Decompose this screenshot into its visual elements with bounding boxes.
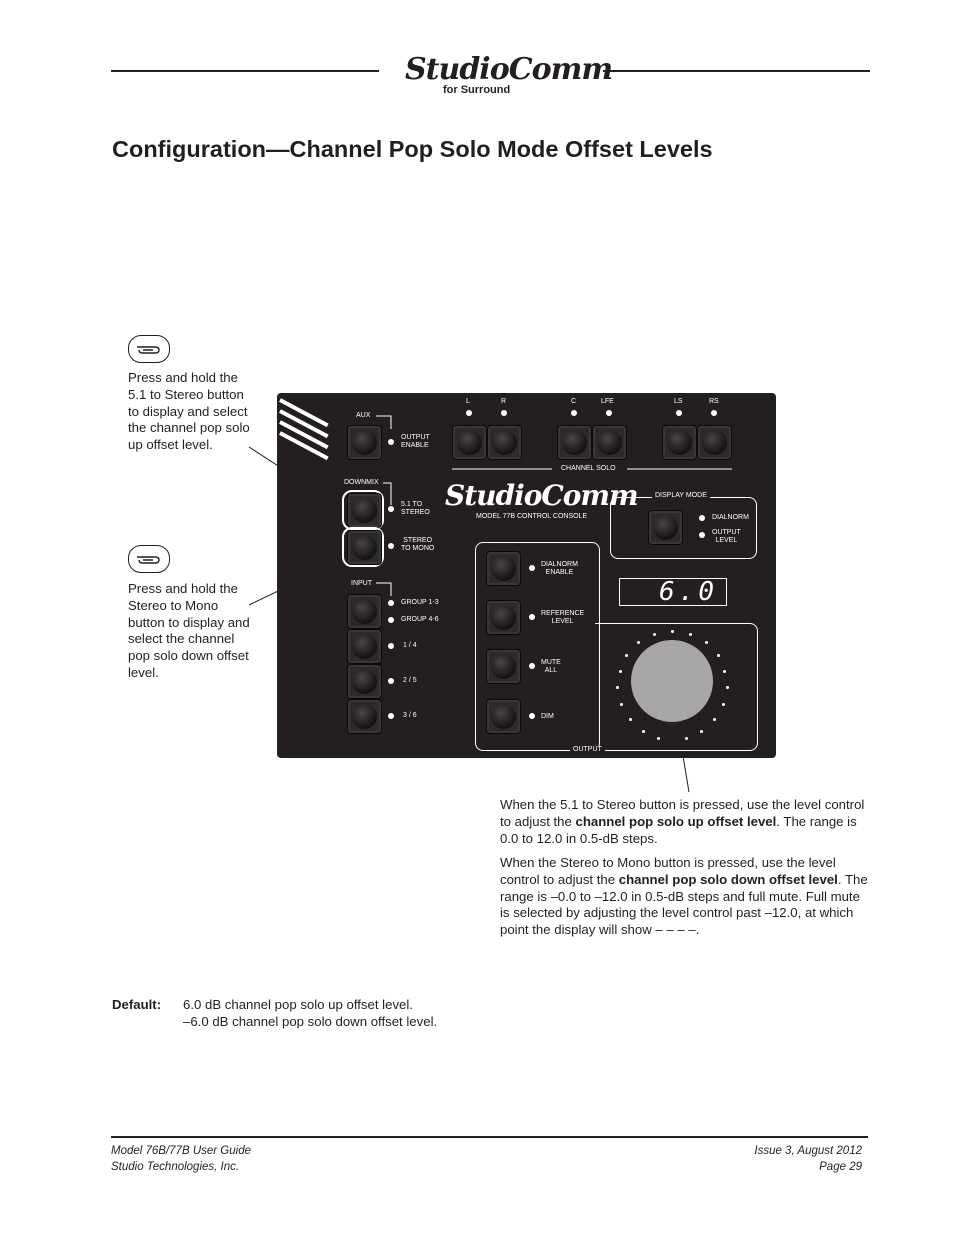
explanation-2-text: When the Stereo to Mono button is pressed, use the level control to adjust the xyxy=(500,855,836,887)
input-3-6-led xyxy=(388,713,394,719)
level-display xyxy=(619,578,727,606)
display-mode-label: DISPLAY MODE xyxy=(652,492,710,500)
callout-up-offset: Press and hold the 5.1 to Stereo button to display and select the channel pop solo up offset level. xyxy=(128,370,250,453)
display-value: 6.0 xyxy=(659,577,718,607)
reference-level-label: REFERENCE LEVEL xyxy=(541,610,585,625)
level-tick xyxy=(625,654,628,657)
explanation-2-tail: . The range is –0.0 to –12.0 in 0.5-dB steps and full mute. Full mute is selected by adjusting the level control past –12.0, at which point the display will show – – – –. xyxy=(500,871,868,938)
input-2-5-button[interactable] xyxy=(347,664,382,699)
level-tick xyxy=(713,718,716,721)
mute-all-label: MUTE ALL xyxy=(541,659,561,674)
solo-button-rs[interactable] xyxy=(697,425,732,460)
level-tick xyxy=(653,633,656,636)
group-4-6-label: GROUP 4-6 xyxy=(401,616,439,623)
input-1-4-led xyxy=(388,643,394,649)
channel-led-ls xyxy=(676,410,682,416)
solo-button-ls[interactable] xyxy=(662,425,697,460)
level-tick xyxy=(700,730,703,733)
level-tick xyxy=(620,703,623,706)
dialnorm-enable-button[interactable] xyxy=(486,551,521,586)
output-enable-label: OUTPUT ENABLE xyxy=(401,434,430,449)
default-down-value: –6.0 dB channel pop solo down offset level. xyxy=(183,1013,438,1029)
channel-label-l: L xyxy=(466,398,470,405)
reference-level-button[interactable] xyxy=(486,600,521,635)
dialnorm-enable-led xyxy=(529,565,535,571)
explanation-2-bold: channel pop solo down offset level xyxy=(618,871,838,887)
dim-button[interactable] xyxy=(486,699,521,734)
default-label: Default: xyxy=(112,997,162,1012)
control-console-panel xyxy=(277,393,776,758)
channel-label-lfe: LFE xyxy=(601,398,614,405)
reference-level-led xyxy=(529,614,535,620)
display-mode-button[interactable] xyxy=(648,510,683,545)
input-group-1-3-button[interactable] xyxy=(347,594,382,629)
group-1-3-label: GROUP 1-3 xyxy=(401,599,439,606)
footer-company: Studio Technologies, Inc. xyxy=(111,1160,240,1173)
level-tick xyxy=(689,633,692,636)
explanation-1-tail: . The range is 0.0 to 12.0 in 0.5-dB steps. xyxy=(500,813,857,846)
level-tick xyxy=(629,718,632,721)
aux-button[interactable] xyxy=(347,425,382,460)
channel-label-c: C xyxy=(571,398,577,405)
level-tick xyxy=(722,703,725,706)
dim-label: DIM xyxy=(541,713,554,720)
channel-solo-label: CHANNEL SOLO xyxy=(561,465,616,472)
studiocomm-logo: StudioComm xyxy=(405,52,613,87)
5-1-to-stereo-led xyxy=(388,506,394,512)
output-label: OUTPUT xyxy=(570,746,605,754)
input-1-4-label: 1 / 4 xyxy=(403,642,417,649)
footer-guide-title: Model 76B/77B User Guide xyxy=(111,1145,251,1157)
output-level-display-label: OUTPUT LEVEL xyxy=(712,529,741,544)
footer-issue: Issue 3, August 2012 xyxy=(754,1145,862,1157)
group-4-6-led xyxy=(388,617,394,623)
stereo-to-mono-button[interactable] xyxy=(347,530,382,565)
level-tick xyxy=(642,730,645,733)
channel-led-l xyxy=(466,410,472,416)
level-tick xyxy=(705,641,708,644)
level-control-knob[interactable] xyxy=(631,640,713,722)
output-level-led xyxy=(699,532,705,538)
solo-button-c[interactable] xyxy=(557,425,592,460)
channel-label-ls: LS xyxy=(674,398,683,405)
display-mode-frame xyxy=(610,497,757,559)
input-3-6-button[interactable] xyxy=(347,699,382,734)
dim-led xyxy=(529,713,535,719)
channel-led-rs xyxy=(711,410,717,416)
callout-down-offset: Press and hold the Stereo to Mono button to display and select the channel pop solo down offset level. xyxy=(128,581,250,680)
channel-label-rs: RS xyxy=(709,398,719,405)
level-tick xyxy=(671,630,674,633)
explanation-paragraph-2 xyxy=(500,855,870,939)
level-tick xyxy=(685,737,688,740)
logo-subtitle: for Surround xyxy=(443,84,511,96)
level-tick xyxy=(717,654,720,657)
5-1-to-stereo-button[interactable] xyxy=(347,493,382,528)
input-2-5-led xyxy=(388,678,394,684)
level-tick xyxy=(723,670,726,673)
level-tick xyxy=(726,686,729,689)
default-values xyxy=(183,997,437,1031)
stereo-to-mono-led xyxy=(388,543,394,549)
input-2-5-label: 2 / 5 xyxy=(403,677,417,684)
output-enable-led xyxy=(388,439,394,445)
explanation-1-text: When the 5.1 to Stereo button is pressed, use the level control to adjust the xyxy=(500,797,865,829)
mute-all-led xyxy=(529,663,535,669)
channel-led-r xyxy=(501,410,507,416)
dialnorm-enable-label: DIALNORM ENABLE xyxy=(541,561,578,576)
mute-all-button[interactable] xyxy=(486,649,521,684)
explanation-paragraph-1 xyxy=(500,797,870,847)
input-1-4-button[interactable] xyxy=(347,629,382,664)
level-tick xyxy=(616,686,619,689)
footer-rule xyxy=(111,1136,868,1138)
input-label: INPUT xyxy=(351,580,372,587)
level-tick xyxy=(619,670,622,673)
solo-button-l[interactable] xyxy=(452,425,487,460)
input-3-6-label: 3 / 6 xyxy=(403,712,417,719)
page-title: Configuration—Channel Pop Solo Mode Offset Levels xyxy=(112,136,713,162)
level-tick xyxy=(657,737,660,740)
explanation-1-bold: channel pop solo up offset level xyxy=(575,813,777,829)
level-tick xyxy=(637,641,640,644)
footer-right xyxy=(754,1144,862,1175)
5-1-to-stereo-label: 5.1 TO STEREO xyxy=(401,501,430,516)
dialnorm-display-label: DIALNORM xyxy=(712,514,749,521)
aux-label: AUX xyxy=(356,412,371,419)
group-1-3-led xyxy=(388,600,394,606)
dialnorm-led xyxy=(699,515,705,521)
solo-button-r[interactable] xyxy=(487,425,522,460)
console-brand-logo: StudioComm xyxy=(445,479,638,512)
console-model-label: MODEL 77B CONTROL CONSOLE xyxy=(476,513,588,520)
stereo-to-mono-label: STEREO TO MONO xyxy=(401,537,435,552)
downmix-label: DOWNMIX xyxy=(344,479,379,486)
channel-label-r: R xyxy=(501,398,507,405)
solo-button-lfe[interactable] xyxy=(592,425,627,460)
footer-left xyxy=(111,1144,251,1175)
footer-page-number: Page 29 xyxy=(819,1160,862,1173)
channel-led-lfe xyxy=(606,410,612,416)
default-up-value: 6.0 dB channel pop solo up offset level. xyxy=(183,997,413,1012)
channel-led-c xyxy=(571,410,577,416)
